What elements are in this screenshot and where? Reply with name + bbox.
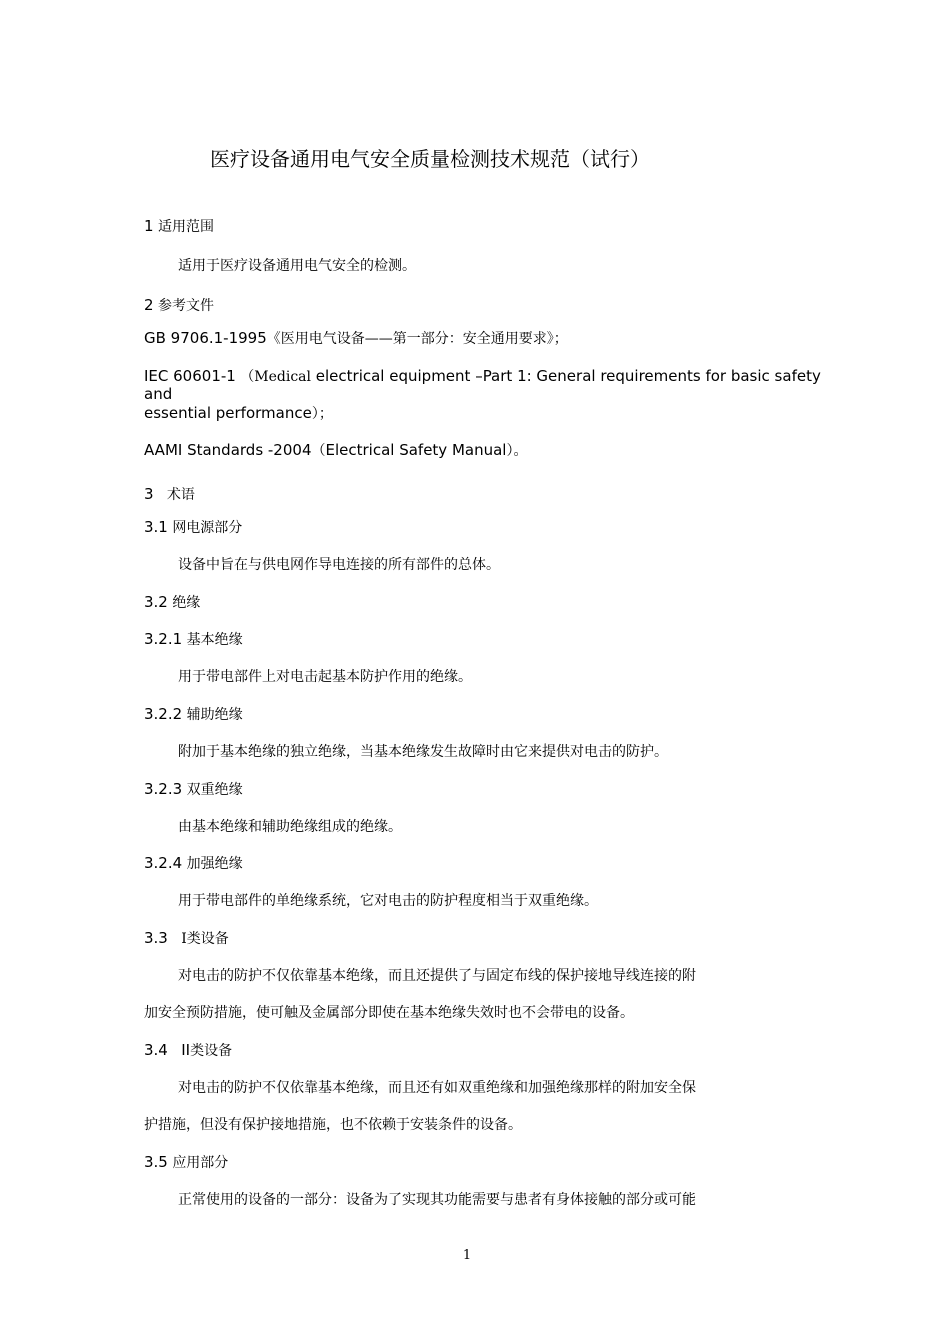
- section-3-5-text-line1: 正常使用的设备的一部分：设备为了实现其功能需要与患者有身体接触的部分或可能: [178, 1192, 696, 1208]
- reference-gb9706: GB 9706.1-1995《医用电气设备——第一部分：安全通用要求》；: [144, 329, 568, 347]
- document-title: 医疗设备通用电气安全质量检测技术规范（试行）: [210, 147, 650, 171]
- section-3-2-1-heading: 3.2.1 基本绝缘: [144, 630, 243, 648]
- section-3-3-text-line1: 对电击的防护不仅依靠基本绝缘，而且还提供了与固定布线的保护接地导线连接的附: [178, 968, 696, 984]
- section-3-2-4-heading: 3.2.4 加强绝缘: [144, 854, 243, 872]
- section-1-heading: 1 适用范围: [144, 217, 214, 235]
- section-3-3-heading: 3.3 Ⅰ类设备: [144, 929, 229, 947]
- page-number: 1: [462, 1248, 472, 1263]
- reference-iec60601: IEC 60601-1 （Medical electrical equipment –Part 1: General requirements for basic safety: [144, 367, 821, 385]
- section-2-heading: 2 参考文件: [144, 296, 214, 314]
- section-3-4-text-line1: 对电击的防护不仅依靠基本绝缘，而且还有如双重绝缘和加强绝缘那样的附加安全保: [178, 1080, 696, 1096]
- section-3-2-3-text: 由基本绝缘和辅助绝缘组成的绝缘。: [178, 819, 402, 835]
- section-3-1-heading: 3.1 网电源部分: [144, 518, 243, 536]
- section-3-2-2-heading: 3.2.2 辅助绝缘: [144, 705, 243, 723]
- section-3-2-4-text: 用于带电部件的单绝缘系统，它对电击的防护程度相当于双重绝缘。: [178, 893, 598, 909]
- reference-iec60601-cont1: and: [144, 385, 173, 403]
- reference-iec60601-cont2: essential performance）；: [144, 404, 333, 422]
- section-3-4-text-line2: 护措施，但没有保护接地措施，也不依赖于安装条件的设备。: [144, 1117, 522, 1133]
- section-3-1-text: 设备中旨在与供电网作导电连接的所有部件的总体。: [178, 557, 500, 573]
- section-1-text: 适用于医疗设备通用电气安全的检测。: [178, 258, 416, 274]
- section-3-2-3-heading: 3.2.3 双重绝缘: [144, 780, 243, 798]
- section-3-2-heading: 3.2 绝缘: [144, 593, 201, 611]
- section-3-5-heading: 3.5 应用部分: [144, 1153, 229, 1171]
- section-3-3-text-line2: 加安全预防措施，使可触及金属部分即使在基本绝缘失效时也不会带电的设备。: [144, 1005, 634, 1021]
- reference-aami: AAMI Standards -2004（Electrical Safety Manual）。: [144, 441, 528, 459]
- section-3-2-1-text: 用于带电部件上对电击起基本防护作用的绝缘。: [178, 669, 472, 685]
- section-3-2-2-text: 附加于基本绝缘的独立绝缘，当基本绝缘发生故障时由它来提供对电击的防护。: [178, 744, 668, 760]
- section-3-heading: 3 术语: [144, 485, 195, 503]
- section-3-4-heading: 3.4 II类设备: [144, 1041, 233, 1059]
